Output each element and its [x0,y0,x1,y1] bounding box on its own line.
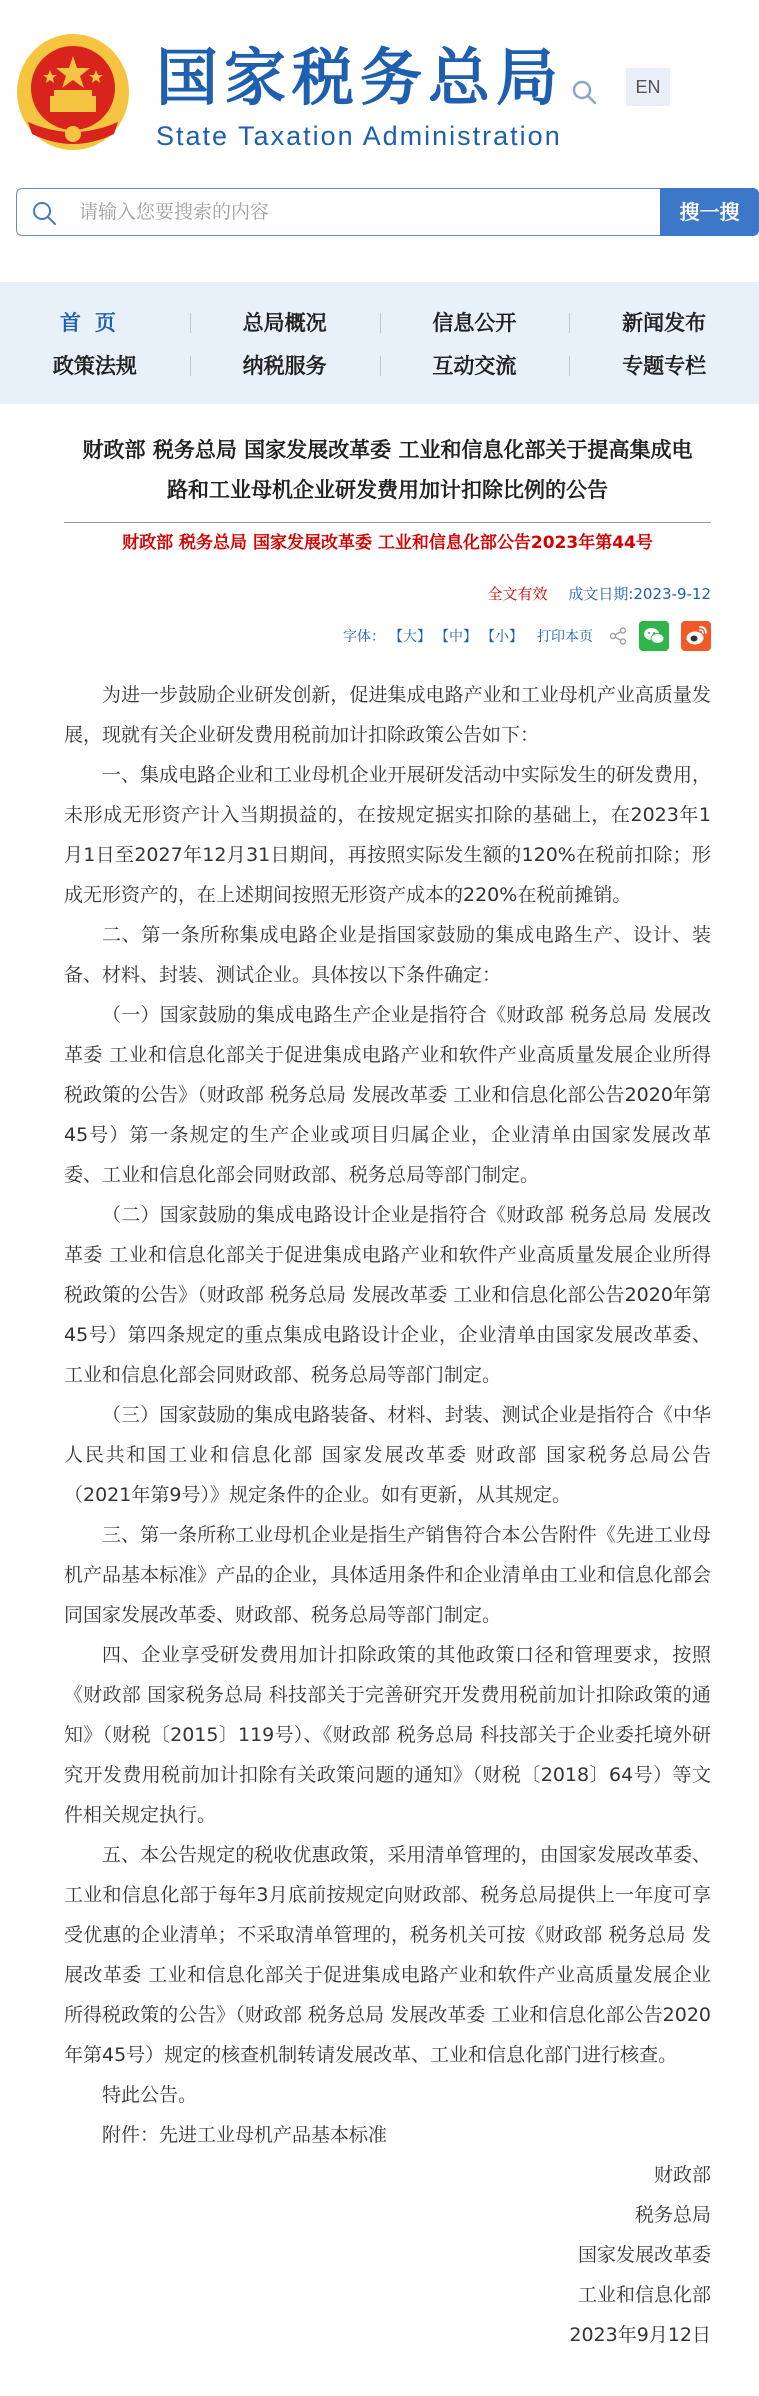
search-input[interactable] [79,190,639,234]
attachment-line[interactable]: 附件：先进工业母机产品基本标准 [102,2124,388,2146]
search-bar [0,170,759,282]
signatory: 财政部 [653,2164,711,2186]
site-brand[interactable] [156,42,564,152]
share-icon[interactable] [609,627,627,645]
font-size-label: 字体： [343,629,385,645]
paragraph: （二）国家鼓励的集成电路设计企业是指符合《财政部 税务总局 发展改革委 工业和信息化部关于促进集成电路产业和软件产业高质量发展企业所得税政策的公告》（财政部 税务总局 发展改革委 工业和信息化部公告2020年第45号）第四条规定的重点集成电路设计企业，企业清单由国家发展改革委、工业和信息化部会同财政部、税务总局等部门制定。 [64,1204,711,1386]
article-body [64,675,711,2155]
paragraph: 三、第一条所称工业母机企业是指生产销售符合本公告附件《先进工业母机产品基本标准》产品的企业，具体适用条件和企业清单由工业和信息化部会同国家发展改革委、财政部、税务总局等部门制定。 [64,1524,711,1626]
paragraph: （一）国家鼓励的集成电路生产企业是指符合《财政部 税务总局 发展改革委 工业和信息化部关于促进集成电路产业和软件产业高质量发展企业所得税政策的公告》（财政部 税务总局 发展改革委 工业和信息化部公告2020年第45号）第一条规定的生产企业或项目归属企业，企业清单由国家发展改革委、工业和信息化部会同财政部、税务总局等部门制定。 [64,1004,711,1186]
paragraph: 五、本公告规定的税收优惠政策，采用清单管理的，由国家发展改革委、工业和信息化部于每年3月底前按规定向财政部、税务总局提供上一年度可享受优惠的企业清单；不采取清单管理的，税务机关可按《财政部 税务总局 发展改革委 工业和信息化部关于促进集成电路产业和软件产业高质量发展企业所得税政策的公告》（财政部 税务总局 发展改革委 工业和信息化部公告2020年第45号）规定的核查机制转请发展改革、工业和信息化部门进行核查。 [64,1844,711,2066]
main-nav [0,282,759,404]
search-icon[interactable] [570,78,598,106]
search-box [16,188,660,236]
search-icon [31,200,57,226]
paragraph: 二、第一条所称集成电路企业是指国家鼓励的集成电路生产、设计、装备、材料、封装、测试企业。具体按以下条件确定： [64,924,711,986]
nav-item-interaction[interactable]: 互动交流 [380,350,570,380]
nav-item-topics[interactable]: 专题专栏 [569,350,759,380]
paragraph: （三）国家鼓励的集成电路装备、材料、封装、测试企业是指符合《中华人民共和国工业和信息化部 国家发展改革委 财政部 国家税务总局公告（2021年第9号）》规定条件的企业。如有更新，从其规定。 [64,1404,711,1506]
document-number: 财政部 税务总局 国家发展改革委 工业和信息化部公告2023年第44号 [64,522,711,557]
national-emblem-icon[interactable] [14,30,132,154]
paragraph: 四、企业享受研发费用加计扣除政策的其他政策口径和管理要求，按照《财政部 国家税务总局 科技部关于完善研究开发费用税前加计扣除政策的通知》（财税〔2015〕119号）、《财政部 税务总局 科技部关于企业委托境外研究开发费用税前加计扣除有关政策问题的通知》（财税〔2018〕64号）等文件相关规定执行。 [64,1644,711,1826]
validity-status: 全文有效 [487,585,548,603]
nav-item-info-disclosure[interactable]: 信息公开 [380,307,570,337]
paragraph: 为进一步鼓励企业研发创新，促进集成电路产业和工业母机产业高质量发展，现就有关企业研发费用税前加计扣除政策公告如下： [64,684,711,746]
signatories [64,2155,711,2355]
nav-item-policies[interactable]: 政策法规 [52,353,137,378]
signatory: 税务总局 [634,2204,711,2226]
nav-item-home[interactable]: 首页 [59,310,130,335]
wechat-share-icon[interactable] [639,621,669,651]
signatory: 国家发展改革委 [577,2244,711,2266]
font-size-large[interactable]: 【大】 [389,629,431,645]
article-tools [64,619,711,653]
search-button[interactable]: 搜一搜 [660,188,759,236]
print-button[interactable]: 打印本页 [537,629,593,645]
font-size-small[interactable]: 【小】 [481,629,523,645]
paragraph: 一、集成电路企业和工业母机企业开展研发活动中实际发生的研发费用，未形成无形资产计入当期损益的，在按规定据实扣除的基础上，在2023年1月1日至2027年12月31日期间，再按照实际发生额的120%在税前扣除；形成无形资产的，在上述期间按照无形资产成本的220%在税前摊销。 [64,764,711,906]
signatory: 工业和信息化部 [577,2284,711,2306]
nav-row-1 [0,300,759,343]
font-size-medium[interactable]: 【中】 [435,629,477,645]
weibo-share-icon[interactable] [681,621,711,651]
signing-date: 2023年9月12日 [569,2324,711,2346]
nav-item-news[interactable]: 新闻发布 [569,307,759,337]
site-header [0,0,759,170]
nav-row-2 [0,343,759,386]
site-title-cn: 国家税务总局 [156,41,565,114]
article [0,430,759,2355]
language-switch-button[interactable]: EN [626,68,670,106]
closing-line: 特此公告。 [102,2084,198,2106]
article-meta [64,583,711,607]
nav-item-tax-service[interactable]: 纳税服务 [190,350,380,380]
site-title-en: State Taxation Administration [156,121,562,151]
article-title: 财政部 税务总局 国家发展改革委 工业和信息化部关于提高集成电路和工业母机企业研发费用加计扣除比例的公告 [82,438,693,502]
issue-date: 成文日期:2023-9-12 [568,585,711,603]
nav-item-overview[interactable]: 总局概况 [190,307,380,337]
